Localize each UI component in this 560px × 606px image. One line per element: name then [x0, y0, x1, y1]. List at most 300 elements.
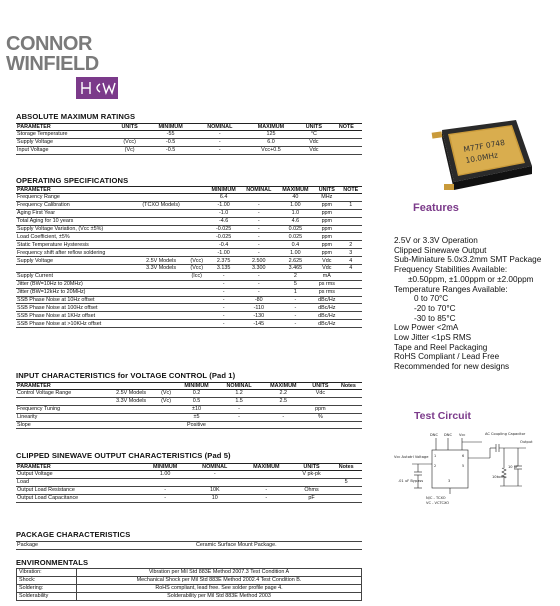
clip-cell [141, 478, 190, 486]
op-cell: -145 [241, 320, 277, 328]
input-cell [157, 405, 176, 413]
op-cell: -0.4 [206, 241, 241, 249]
abs-max-title: ABSOLUTE MAXIMUM RATINGS [16, 112, 136, 121]
label-vcc: Vcc [459, 433, 466, 437]
clip-cell [190, 478, 240, 486]
op-cell: - [241, 201, 277, 209]
op-cell: ppm [314, 201, 340, 209]
clipped-table [16, 463, 362, 503]
table-row [16, 138, 362, 146]
op-cell: Static Temperature Hysteresis [16, 241, 135, 249]
op-cell: 2 [277, 272, 314, 280]
op-cell: - [241, 209, 277, 217]
env-value: Solderability per Mil Std 883E Method 2003 [77, 592, 362, 600]
op-cell: 6.4 [206, 194, 241, 202]
op-cell: ppm [314, 249, 340, 257]
clip-cell: 10 [190, 494, 240, 502]
op-cell [187, 194, 206, 202]
op-cell [187, 280, 206, 288]
op-cell: -0.025 [206, 225, 241, 233]
clip-cell: Output Load Capacitance [16, 494, 133, 502]
table-row [16, 288, 362, 296]
env-value: Vibration per Mil Std 883E Method 2007.3 Test Condition A [77, 569, 362, 577]
op-cell: -1.00 [206, 249, 241, 257]
op-cell: SSB Phase Noise at 10Hz offset [16, 296, 135, 304]
op-cell: ppm [314, 209, 340, 217]
op-cell: 4 [340, 257, 362, 265]
input-header-6: UNITS [306, 383, 335, 390]
input-cell [16, 397, 106, 405]
clip-header-7: Notes [330, 464, 362, 471]
feature-item: Recommended for new designs [394, 362, 510, 372]
op-cell [340, 217, 362, 225]
clip-cell: 10K [190, 486, 240, 494]
op-cell [340, 296, 362, 304]
env-value: RoHS compliant, lead free. See solder profile page 4. [77, 584, 362, 592]
op-cell [187, 288, 206, 296]
op-cell [340, 209, 362, 217]
label-bypass: .01 uF Bypass [398, 479, 424, 483]
op-cell [340, 272, 362, 280]
abs-cell [331, 146, 362, 154]
op-cell [187, 217, 206, 225]
abs-header-3: NOMINAL [195, 124, 245, 131]
table-row [16, 201, 362, 209]
op-cell: - [277, 312, 314, 320]
op-cell [135, 288, 187, 296]
abs-cell: °C [297, 131, 331, 139]
op-cell [340, 320, 362, 328]
features-title: Features [413, 202, 459, 214]
op-cell [187, 225, 206, 233]
op-header-1 [135, 187, 187, 194]
op-header-5: MAXIMUM [277, 187, 314, 194]
op-cell: SSB Phase Noise at 1KHz offset [16, 312, 135, 320]
op-cell: Aging First Year [16, 209, 135, 217]
abs-header-2: MINIMUM [146, 124, 194, 131]
svg-text:2: 2 [434, 464, 437, 468]
input-title: INPUT CHARACTERISTICS for VOLTAGE CONTROL (Pad 1) [16, 371, 236, 380]
label-load-cap: 10 pF [508, 465, 519, 469]
svg-text:3: 3 [448, 479, 451, 483]
op-cell: Vdc [314, 265, 340, 273]
op-cell: -110 [241, 304, 277, 312]
op-cell: 0.025 [277, 233, 314, 241]
input-header-2 [157, 383, 176, 390]
op-cell: - [206, 280, 241, 288]
clip-cell: - [190, 471, 240, 479]
op-cell: SSB Phase Noise at 100Hz offset [16, 304, 135, 312]
product-marking-2: 10.0MHz [464, 150, 499, 165]
op-cell [135, 241, 187, 249]
op-cell [241, 194, 277, 202]
abs-cell: 6.0 [245, 138, 297, 146]
abs-cell: Vdc [297, 138, 331, 146]
input-cell [217, 421, 260, 429]
table-row [16, 225, 362, 233]
company-logo [6, 34, 118, 99]
op-cell: 2.500 [241, 257, 277, 265]
op-cell: -0.025 [206, 233, 241, 241]
clip-header-6: UNITS [293, 464, 331, 471]
input-cell: - [217, 405, 260, 413]
abs-header-4: MAXIMUM [245, 124, 297, 131]
op-cell: - [206, 288, 241, 296]
abs-cell: (Vcc) [113, 138, 147, 146]
clip-cell: V pk-pk [293, 471, 331, 479]
clip-header-3: MINIMUM [141, 464, 190, 471]
abs-cell: - [195, 146, 245, 154]
op-cell: Supply Voltage [16, 257, 135, 265]
op-cell: (Icc) [187, 272, 206, 280]
op-cell: 1 [340, 201, 362, 209]
input-cell: 3.3V Models [106, 397, 157, 405]
table-row [16, 296, 362, 304]
label-nc-tcxo: N/C - TCXO [426, 496, 446, 500]
input-cell: ±5 [176, 413, 218, 421]
input-cell [335, 405, 362, 413]
op-cell: - [206, 272, 241, 280]
input-cell: 2.2 [261, 390, 306, 398]
logo-line2: WINFIELD [6, 53, 99, 75]
op-cell: SSB Phase Noise at >10KHz offset [16, 320, 135, 328]
abs-cell: Input Voltage [16, 146, 113, 154]
op-cell: - [206, 312, 241, 320]
table-row [16, 390, 362, 398]
table-row [16, 304, 362, 312]
logo-mark-icon [76, 77, 118, 99]
feature-item: Low Jitter <1pS RMS [394, 333, 472, 343]
op-cell: - [241, 233, 277, 241]
input-cell [335, 421, 362, 429]
feature-item: 0 to 70°C [414, 294, 449, 304]
clip-cell: - [240, 494, 293, 502]
op-cell: 2.5V Models [135, 257, 187, 265]
input-cell: ±10 [176, 405, 218, 413]
clip-cell: pF [293, 494, 331, 502]
input-cell [306, 421, 335, 429]
env-title: ENVIRONMENTALS [16, 558, 89, 567]
table-row [16, 397, 362, 405]
clip-cell [293, 478, 331, 486]
package-label: Package [16, 542, 136, 550]
op-cell: - [241, 241, 277, 249]
table-row [16, 209, 362, 217]
clip-cell: 5 [330, 478, 362, 486]
input-cell [335, 397, 362, 405]
abs-cell: Supply Voltage [16, 138, 113, 146]
abs-cell: -0.5 [146, 146, 194, 154]
op-cell: (Vcc) [187, 257, 206, 265]
input-header-4: NOMINAL [217, 383, 260, 390]
op-cell [340, 194, 362, 202]
env-table [16, 568, 362, 601]
label-control-voltage: Vcc Autotrl Voltage [394, 455, 429, 459]
abs-cell: - [195, 138, 245, 146]
op-cell: MHz [314, 194, 340, 202]
op-cell [340, 312, 362, 320]
clip-cell: Output Load Resistance [16, 486, 133, 494]
package-value: Ceramic Surface Mount Package. [136, 542, 362, 550]
op-cell: 4.6 [277, 217, 314, 225]
clip-cell [330, 494, 362, 502]
op-cell: -80 [241, 296, 277, 304]
op-cell [135, 233, 187, 241]
op-cell [187, 249, 206, 257]
table-row [16, 257, 362, 265]
op-cell: 3.465 [277, 265, 314, 273]
clip-header-4: NOMINAL [190, 464, 240, 471]
env-label: Vibration: [17, 569, 77, 577]
input-cell [335, 390, 362, 398]
op-cell [340, 288, 362, 296]
op-cell: ps rms [314, 288, 340, 296]
clip-cell [330, 486, 362, 494]
env-label: Shock: [17, 576, 77, 584]
op-cell [340, 225, 362, 233]
op-cell: 0.4 [277, 241, 314, 249]
clip-cell: 1.00 [141, 471, 190, 479]
input-cell [261, 405, 306, 413]
op-cell: Total Aging for 10 years [16, 217, 135, 225]
input-table [16, 382, 362, 429]
op-cell: 4 [340, 265, 362, 273]
feature-item: -30 to 85°C [414, 313, 456, 323]
input-cell [261, 421, 306, 429]
op-cell [135, 272, 187, 280]
op-header-3: MINIMUM [206, 187, 241, 194]
test-circuit-title: Test Circuit [414, 410, 471, 422]
op-cell: 2 [340, 241, 362, 249]
op-cell: mA [314, 272, 340, 280]
product-photo [424, 118, 536, 198]
input-cell: 0.5 [176, 397, 218, 405]
input-cell [306, 397, 335, 405]
op-cell: 1 [277, 288, 314, 296]
op-cell: 5 [277, 280, 314, 288]
op-cell [135, 312, 187, 320]
feature-item: Tape and Reel Packaging [394, 342, 488, 352]
label-dnc-2: DNC [444, 433, 452, 437]
op-cell: dBc/Hz [314, 320, 340, 328]
op-cell [187, 312, 206, 320]
feature-item: Temperature Ranges Available: [394, 284, 508, 294]
op-cell: -1.0 [206, 209, 241, 217]
table-row [16, 249, 362, 257]
op-cell: - [206, 296, 241, 304]
table-row [16, 478, 362, 486]
input-cell: Vdc [306, 390, 335, 398]
table-row [16, 280, 362, 288]
input-cell: 1.2 [217, 390, 260, 398]
input-cell: Slope [16, 421, 106, 429]
operating-title: OPERATING SPECIFICATIONS [16, 176, 129, 185]
op-header-6: UNITS [314, 187, 340, 194]
abs-header-6: NOTE [331, 124, 362, 131]
op-cell: dBc/Hz [314, 312, 340, 320]
op-cell: - [241, 280, 277, 288]
input-cell [157, 421, 176, 429]
input-cell: - [217, 413, 260, 421]
table-row [16, 146, 362, 154]
operating-table [16, 186, 362, 328]
op-cell: - [206, 304, 241, 312]
op-cell: Frequency shift after reflow soldering [16, 249, 135, 257]
abs-cell: -0.5 [146, 138, 194, 146]
op-cell [340, 304, 362, 312]
input-cell: - [261, 413, 306, 421]
label-coupling-cap: AC Coupling Capacitor [485, 432, 526, 436]
feature-item: Frequency Stabilities Available: [394, 265, 508, 275]
table-row [16, 312, 362, 320]
op-cell: 1.00 [277, 249, 314, 257]
op-cell: dBc/Hz [314, 296, 340, 304]
abs-header-0: PARAMETER [16, 124, 113, 131]
op-cell [16, 265, 135, 273]
op-cell: 40 [277, 194, 314, 202]
abs-cell: (Vc) [113, 146, 147, 154]
op-cell: Supply Current [16, 272, 135, 280]
op-cell [135, 249, 187, 257]
package-table [16, 541, 362, 550]
op-cell: Load Coefficient, ±5% [16, 233, 135, 241]
input-header-5: MAXIMUM [261, 383, 306, 390]
abs-cell [331, 131, 362, 139]
package-title: PACKAGE CHARACTERISTICS [16, 530, 131, 539]
clip-cell: Load [16, 478, 133, 486]
op-cell: ppm [314, 241, 340, 249]
input-header-3: MINIMUM [176, 383, 218, 390]
op-cell [135, 296, 187, 304]
input-cell: 1.5 [217, 397, 260, 405]
abs-cell: Storage Temperature [16, 131, 113, 139]
op-cell: - [241, 272, 277, 280]
op-header-4: NOMINAL [241, 187, 277, 194]
op-cell: - [206, 320, 241, 328]
input-header-0: PARAMETER [16, 383, 106, 390]
op-header-7: NOTE [340, 187, 362, 194]
op-cell [187, 304, 206, 312]
table-row [16, 265, 362, 273]
table-row [16, 131, 362, 139]
svg-text:6: 6 [462, 454, 465, 458]
op-header-2 [187, 187, 206, 194]
label-output: Output [520, 440, 533, 444]
clip-cell: Output Voltage [16, 471, 133, 479]
op-cell: -4.6 [206, 217, 241, 225]
feature-item: ±0.50ppm, ±1.00ppm or ±2.00ppm [408, 274, 534, 284]
product-marking-1: M77F 0748 [462, 137, 506, 154]
abs-cell: Vcc+0.5 [245, 146, 297, 154]
op-cell: Supply Voltage Variation, (Vcc ±5%) [16, 225, 135, 233]
op-cell [187, 201, 206, 209]
op-cell [135, 225, 187, 233]
clip-cell [240, 478, 293, 486]
op-cell [135, 304, 187, 312]
input-cell: 2.5V Models [106, 390, 157, 398]
op-cell: 3.135 [206, 265, 241, 273]
input-header-1 [106, 383, 157, 390]
op-cell: - [241, 217, 277, 225]
op-cell: ppm [314, 233, 340, 241]
table-row [16, 272, 362, 280]
table-row [16, 233, 362, 241]
table-row [17, 592, 362, 600]
table-row [16, 320, 362, 328]
op-cell [135, 217, 187, 225]
svg-text:5: 5 [462, 464, 465, 468]
table-row [17, 569, 362, 577]
table-row [16, 471, 362, 479]
op-cell: (TCXO Models) [135, 201, 187, 209]
label-dnc-1: DNC [430, 433, 438, 437]
table-row [16, 217, 362, 225]
input-header-7: Notes [335, 383, 362, 390]
feature-item: -20 to 70°C [414, 303, 456, 313]
op-cell [187, 233, 206, 241]
input-cell: 2.5 [261, 397, 306, 405]
clip-cell: - [141, 494, 190, 502]
op-cell: - [277, 296, 314, 304]
feature-item: 2.5V or 3.3V Operation [394, 236, 478, 245]
op-cell [187, 296, 206, 304]
input-cell: Linearity [16, 413, 106, 421]
abs-cell: Vdc [297, 146, 331, 154]
table-row [17, 576, 362, 584]
op-cell: 3.300 [241, 265, 277, 273]
op-cell: ppm [314, 225, 340, 233]
feature-item: RoHS Compliant / Lead Free [394, 352, 500, 362]
input-cell [106, 413, 157, 421]
op-cell: - [241, 288, 277, 296]
op-cell [135, 320, 187, 328]
op-cell [135, 194, 187, 202]
op-cell [187, 209, 206, 217]
op-cell: 1.0 [277, 209, 314, 217]
table-row [16, 494, 362, 502]
abs-header-5: UNITS [297, 124, 331, 131]
op-cell: -1.00 [206, 201, 241, 209]
op-cell: Jitter (BW=12kHz to 20MHz) [16, 288, 135, 296]
op-cell: Frequency Range [16, 194, 135, 202]
table-row [16, 241, 362, 249]
abs-cell: -55 [146, 131, 194, 139]
input-cell [106, 405, 157, 413]
clip-cell: Ohms [293, 486, 331, 494]
clip-cell: - [141, 486, 190, 494]
table-row [17, 584, 362, 592]
abs-header-1: UNITS [113, 124, 147, 131]
input-cell: (Vc) [157, 390, 176, 398]
abs-cell: 125 [245, 131, 297, 139]
clipped-title: CLIPPED SINEWAVE OUTPUT CHARACTERISTICS (Pad 5) [16, 451, 231, 460]
env-label: Solderability [17, 592, 77, 600]
feature-item: Clipped Sinewave Output [394, 245, 487, 255]
features-list [394, 236, 541, 372]
logo-line1: CONNOR [6, 33, 92, 55]
clip-cell [330, 471, 362, 479]
svg-text:1: 1 [434, 454, 437, 458]
abs-max-table [16, 123, 362, 155]
label-load-resistor: 10kohm [492, 475, 507, 479]
env-label: Soldering: [17, 584, 77, 592]
table-row [16, 421, 362, 429]
input-cell: Control Voltage Range [16, 390, 106, 398]
label-vc-vctcxo: VC - VCTCXO [426, 501, 450, 505]
op-cell: 3.3V Models [135, 265, 187, 273]
op-cell: (Vcc) [187, 265, 206, 273]
op-header-0: PARAMETER [16, 187, 135, 194]
